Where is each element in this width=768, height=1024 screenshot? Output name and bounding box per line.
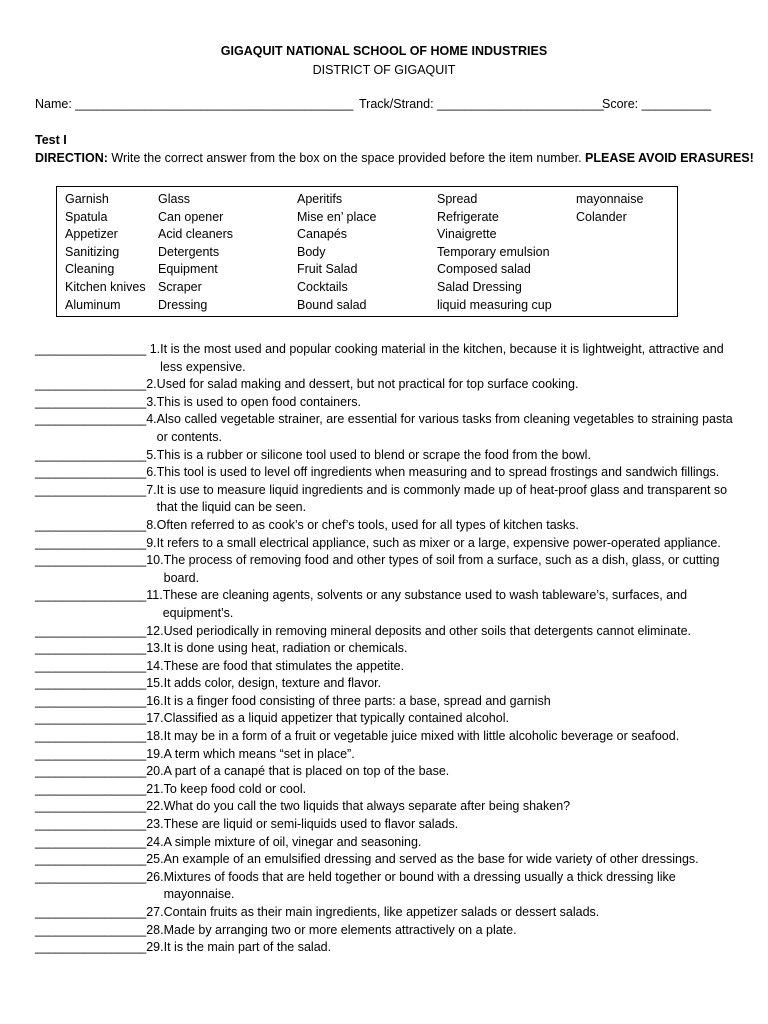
word-choice: liquid measuring cup (437, 297, 552, 312)
word-choice: Can opener (158, 209, 224, 224)
question-item (35, 710, 755, 728)
word-choice: Fruit Salad (297, 262, 358, 277)
test-title: Test I (35, 133, 67, 147)
question-text: Contain fruits as their main ingredients, like appetizer salads or dessert salads. (163, 905, 600, 919)
word-choice: Spatula (65, 209, 108, 224)
question-text: It is the main part of the salad. (163, 940, 332, 955)
question-number: 23. (146, 817, 164, 832)
question-text: It may be in a form of a fruit or vegetable juice mixed with little alcoholic beverage or seafood. (163, 729, 680, 744)
question-number: 19. (146, 746, 164, 761)
question-text-wrap (164, 746, 755, 764)
question-text-continued: mayonnaise. (163, 887, 235, 902)
word-box (56, 186, 678, 317)
question-text: Often referred to as cook’s or chef’s tools, used for all types of kitchen tasks. (156, 517, 579, 532)
question-number: 24. (146, 834, 164, 849)
direction-text (35, 150, 755, 167)
question-item (35, 447, 755, 465)
answer-blank[interactable]: ________________ (35, 517, 147, 532)
answer-blank[interactable]: ________________ (35, 588, 147, 603)
question-number: 6. (146, 465, 157, 480)
question-number: 22. (146, 799, 164, 814)
answer-blank[interactable]: ________________ (35, 693, 147, 708)
question-text-wrap (157, 411, 755, 446)
question-text: It is use to measure liquid ingredients and is commonly made up of heat-proof glass and transparent so (156, 482, 728, 497)
question-text: This tool is used to level off ingredients when measuring and to spread frostings and sandwich fillings. (156, 465, 720, 480)
word-column-3 (297, 191, 376, 314)
question-list (35, 341, 755, 957)
question-item (35, 675, 755, 693)
answer-blank[interactable]: ________________ (35, 342, 150, 356)
word-column-4 (437, 191, 552, 314)
word-choice: Sanitizing (65, 244, 120, 259)
question-number: 20. (146, 764, 164, 779)
question-number: 21. (146, 781, 164, 796)
question-text-wrap (164, 640, 755, 658)
question-text-wrap (164, 922, 755, 940)
question-item (35, 341, 755, 376)
question-text-continued: equipment’s. (162, 605, 234, 620)
word-choice: Kitchen knives (65, 279, 146, 294)
word-choice: Dressing (158, 297, 208, 312)
question-number: 11. (146, 588, 163, 603)
question-text-wrap (157, 376, 755, 394)
question-number: 1. (149, 342, 161, 356)
question-number: 4. (146, 412, 157, 427)
word-choice: Equipment (158, 262, 218, 277)
answer-blank[interactable]: ________________ (35, 676, 147, 691)
question-item (35, 376, 755, 394)
answer-blank[interactable]: ________________ (35, 799, 147, 814)
question-text: Also called vegetable strainer, are essential for various tasks from cleaning vegetables to straining pasta (156, 412, 733, 427)
word-choice: Cocktails (297, 279, 348, 294)
question-text-continued: that the liquid can be seen. (156, 500, 307, 515)
answer-blank[interactable]: ________________ (35, 940, 147, 955)
word-choice: Composed salad (437, 262, 531, 277)
question-text: Used for salad making and dessert, but not practical for top surface cooking. (156, 377, 579, 392)
answer-blank[interactable]: ________________ (35, 377, 147, 392)
school-name: GIGAQUIT NATIONAL SCHOOL OF HOME INDUSTRIES (220, 44, 548, 58)
question-text: These are food that stimulates the appetite. (163, 658, 405, 673)
answer-blank[interactable]: ________________ (35, 553, 147, 568)
question-item (35, 623, 755, 641)
question-text: This is a rubber or silicone tool used to blend or scrape the food from the bowl. (156, 447, 591, 462)
answer-blank[interactable]: ________________ (35, 852, 147, 867)
question-text-continued: less expensive. (160, 359, 246, 374)
answer-blank[interactable]: ________________ (35, 447, 147, 462)
question-number: 26. (146, 869, 164, 884)
question-text-wrap (164, 798, 755, 816)
question-text: A simple mixture of oil, vinegar and seasoning. (163, 834, 422, 849)
question-text: What do you call the two liquids that always separate after being shaken? (163, 799, 571, 814)
question-text-wrap (164, 693, 755, 711)
track-field: Track/Strand: ________________________ (359, 97, 604, 111)
question-text-wrap (157, 517, 755, 535)
question-item (35, 834, 755, 852)
question-item (35, 728, 755, 746)
word-choice: Appetizer (65, 227, 118, 242)
question-number: 9. (146, 535, 157, 550)
word-choice: Salad Dressing (437, 279, 522, 294)
question-text-wrap (157, 535, 755, 553)
question-item (35, 640, 755, 658)
question-text: This is used to open food containers. (156, 394, 361, 409)
answer-blank[interactable]: ________________ (35, 535, 147, 550)
answer-blank[interactable]: ________________ (35, 869, 147, 884)
question-item (35, 904, 755, 922)
word-choice: Vinaigrette (437, 227, 497, 242)
question-text: Used periodically in removing mineral deposits and other soils that detergents cannot eliminate. (163, 623, 691, 638)
question-item (35, 587, 755, 622)
question-item (35, 658, 755, 676)
question-text: It is the most used and popular cooking material in the kitchen, because it is lightweight, attractive and (160, 342, 724, 356)
question-item (35, 781, 755, 799)
question-text-wrap (164, 939, 755, 957)
question-text-wrap (164, 851, 755, 869)
question-number: 15. (146, 676, 164, 691)
answer-blank[interactable]: ________________ (35, 482, 147, 497)
word-column-2 (158, 191, 233, 314)
question-text: Mixtures of foods that are held together or bound with a dressing usually a thick dressing like (163, 869, 676, 884)
direction-label: DIRECTION: (35, 151, 108, 165)
district-name: DISTRICT OF GIGAQUIT (312, 63, 456, 77)
word-choice: Scraper (158, 279, 202, 294)
answer-blank[interactable]: ________________ (35, 746, 147, 761)
answer-blank[interactable]: ________________ (35, 711, 147, 726)
question-text-wrap (160, 341, 755, 376)
answer-blank[interactable]: ________________ (35, 922, 147, 937)
question-text-wrap (163, 587, 755, 622)
word-choice: Canapés (297, 227, 348, 242)
answer-blank[interactable]: ________________ (35, 781, 147, 796)
question-text-continued: board. (163, 570, 200, 585)
word-choice: Detergents (158, 244, 220, 259)
question-number: 28. (146, 922, 164, 937)
question-item (35, 517, 755, 535)
word-choice: Glass (158, 192, 190, 206)
answer-blank[interactable]: ________________ (35, 465, 147, 480)
question-number: 17. (146, 711, 164, 726)
word-choice: Colander (576, 209, 627, 224)
question-item (35, 851, 755, 869)
question-number: 12. (146, 623, 164, 638)
word-choice: Mise en’ place (297, 209, 377, 224)
name-field: Name: ________________________________________ (35, 97, 354, 111)
word-column-1 (65, 191, 146, 314)
answer-blank[interactable]: ________________ (35, 623, 147, 638)
question-item (35, 482, 755, 517)
question-text-wrap (164, 658, 755, 676)
question-text: To keep food cold or cool. (163, 781, 307, 796)
word-choice: Cleaning (65, 262, 115, 277)
question-item (35, 816, 755, 834)
question-text-wrap (164, 904, 755, 922)
question-text: Classified as a liquid appetizer that typically contained alcohol. (163, 711, 509, 726)
question-number: 13. (146, 641, 164, 656)
question-number: 2. (146, 377, 157, 392)
direction-emphasis: PLEASE AVOID ERASURES! (585, 151, 754, 165)
question-text: These are cleaning agents, solvents or any substance used to wash tableware’s, surfaces, and (162, 588, 688, 603)
question-number: 18. (146, 729, 164, 744)
score-field: Score: __________ (602, 97, 712, 111)
question-text: It refers to a small electrical appliance, such as mixer or a large, expensive power-operated appliance. (156, 535, 721, 550)
question-text: These are liquid or semi-liquids used to flavor salads. (163, 817, 459, 832)
question-number: 3. (146, 394, 157, 409)
direction-body: Write the correct answer from the box on the space provided before the item number. (107, 151, 586, 165)
question-text-wrap (164, 552, 755, 587)
question-number: 10. (146, 553, 164, 568)
question-item (35, 869, 755, 904)
question-item (35, 939, 755, 957)
question-text-wrap (164, 623, 755, 641)
question-text-wrap (164, 728, 755, 746)
question-text: It is done using heat, radiation or chemicals. (163, 641, 408, 656)
question-number: 8. (146, 517, 157, 532)
word-choice: Temporary emulsion (437, 244, 550, 259)
word-choice: mayonnaise (576, 192, 644, 206)
question-text: The process of removing food and other types of soil from a surface, such as a dish, glass, or cutting (163, 553, 720, 568)
answer-blank[interactable]: ________________ (35, 641, 147, 656)
question-text: It is a finger food consisting of three parts: a base, spread and garnish (163, 693, 551, 708)
question-text-wrap (164, 763, 755, 781)
question-number: 16. (146, 693, 164, 708)
question-text-wrap (157, 447, 755, 465)
question-number: 14. (146, 658, 164, 673)
word-column-5 (576, 191, 643, 226)
question-number: 27. (146, 905, 164, 919)
question-text-wrap (157, 482, 755, 517)
word-choice: Bound salad (297, 297, 367, 312)
question-item (35, 693, 755, 711)
question-text-wrap (164, 869, 755, 904)
question-number: 25. (146, 852, 164, 867)
word-choice: Aperitifs (297, 192, 343, 206)
question-text-wrap (164, 710, 755, 728)
question-number: 7. (146, 482, 157, 497)
question-text-wrap (164, 834, 755, 852)
answer-blank[interactable]: ________________ (35, 817, 147, 832)
answer-blank[interactable]: ________________ (35, 658, 147, 673)
question-text: An example of an emulsified dressing and served as the base for wide variety of other dressings. (163, 852, 699, 867)
question-text: A part of a canapé that is placed on top of the base. (163, 764, 450, 779)
word-choice: Body (297, 244, 326, 259)
word-choice: Aluminum (65, 297, 121, 312)
question-text-wrap (157, 464, 755, 482)
question-text-continued: or contents. (156, 429, 222, 444)
question-item (35, 763, 755, 781)
question-text: A term which means “set in place”. (163, 746, 355, 761)
question-number: 5. (146, 447, 157, 462)
answer-blank[interactable]: ________________ (35, 834, 147, 849)
answer-blank[interactable]: ________________ (35, 394, 147, 409)
question-item (35, 798, 755, 816)
answer-blank[interactable]: ________________ (35, 764, 147, 779)
question-text-wrap (164, 781, 755, 799)
answer-blank[interactable]: ________________ (35, 412, 147, 427)
question-text: It adds color, design, texture and flavor. (163, 676, 382, 691)
answer-blank[interactable]: ________________ (35, 729, 147, 744)
word-choice: Spread (437, 192, 478, 206)
question-item (35, 535, 755, 553)
question-item (35, 464, 755, 482)
question-text-wrap (164, 816, 755, 834)
question-item (35, 411, 755, 446)
question-number: 29. (146, 940, 164, 955)
word-choice: Refrigerate (437, 209, 499, 224)
question-item (35, 552, 755, 587)
word-choice: Acid cleaners (158, 227, 234, 242)
question-text-wrap (164, 675, 755, 693)
question-text: Made by arranging two or more elements attractively on a plate. (163, 922, 517, 937)
answer-blank[interactable]: ________________ (35, 905, 147, 919)
question-text-wrap (157, 394, 755, 412)
question-item (35, 922, 755, 940)
question-item (35, 746, 755, 764)
word-choice: Garnish (65, 192, 109, 206)
question-item (35, 394, 755, 412)
